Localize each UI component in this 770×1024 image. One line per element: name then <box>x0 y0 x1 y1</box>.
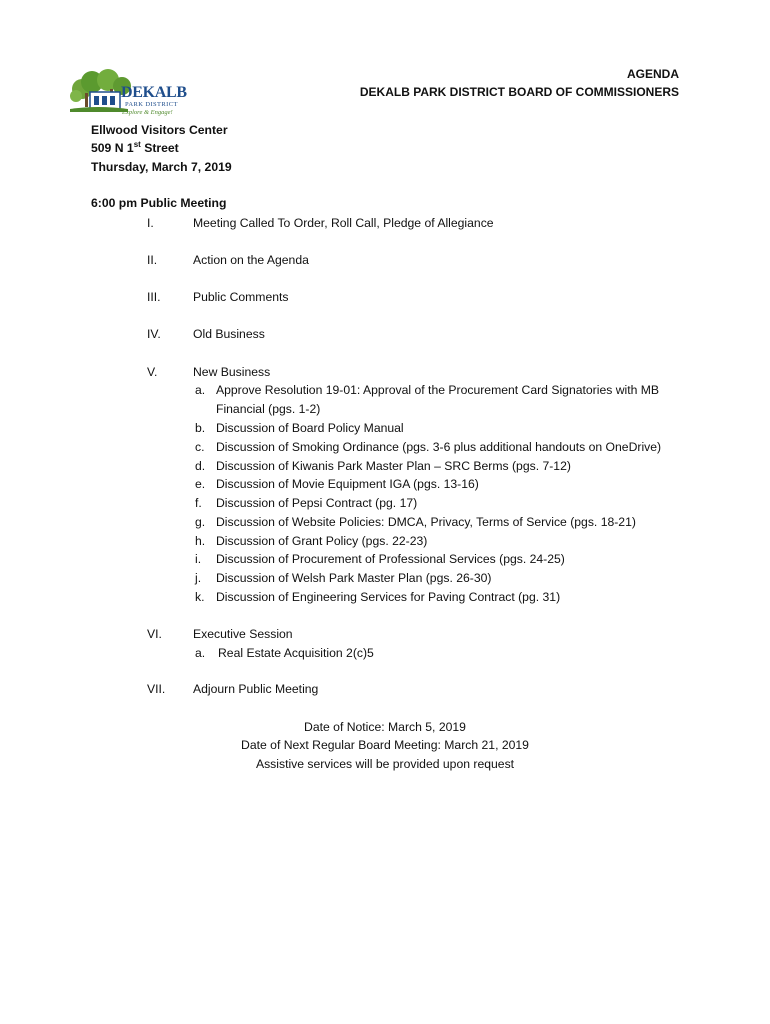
item-text: Action on the Agenda <box>193 253 309 267</box>
street-ordinal: st <box>133 139 141 149</box>
logo-name: DEKALB <box>121 84 187 101</box>
item-text: Public Comments <box>193 290 289 304</box>
item-number: I. <box>147 216 154 230</box>
sub-item-text: Discussion of Welsh Park Master Plan (pgs. 26-30) <box>216 571 492 585</box>
sub-item-letter: a. <box>195 646 206 660</box>
meeting-heading: 6:00 pm Public Meeting <box>91 196 227 210</box>
item-text: Adjourn Public Meeting <box>193 682 319 696</box>
sub-item-letter: c. <box>195 440 205 454</box>
street-number: 509 N 1 <box>91 141 134 155</box>
sub-item-letter: d. <box>195 459 206 473</box>
item-text: Old Business <box>193 327 265 341</box>
sub-item-text: Discussion of Engineering Services for Paving Contract (pg. 31) <box>216 590 561 604</box>
item-number: II. <box>147 253 158 267</box>
sub-item-letter: f. <box>195 496 202 510</box>
sub-item-letter: g. <box>195 515 206 529</box>
item-text: New Business <box>193 365 271 379</box>
sub-item-letter: j. <box>195 571 202 585</box>
sub-item-text: Real Estate Acquisition 2(c)5 <box>218 646 374 660</box>
meeting-date: Thursday, March 7, 2019 <box>91 160 232 174</box>
sub-item-letter: b. <box>195 421 206 435</box>
notice-date: Date of Notice: March 5, 2019 <box>304 720 466 734</box>
street-name: Street <box>140 141 179 155</box>
agenda-title: AGENDA <box>626 67 679 81</box>
board-title: DEKALB PARK DISTRICT BOARD OF COMMISSIONERS <box>359 85 679 99</box>
sub-item-letter: a. <box>195 383 206 397</box>
sub-item-letter: e. <box>195 477 206 491</box>
sub-item-letter: h. <box>195 534 206 548</box>
sub-item-text: Discussion of Kiwanis Park Master Plan – SRC Berms (pgs. 7-12) <box>216 459 571 473</box>
sub-item-text: Discussion of Movie Equipment IGA (pgs. 13-16) <box>216 477 479 491</box>
item-number: VII. <box>147 682 166 696</box>
sub-item-letter: k. <box>195 590 205 604</box>
sub-item-text: Discussion of Board Policy Manual <box>216 421 404 435</box>
sub-item-text: Discussion of Smoking Ordinance (pgs. 3-6 plus additional handouts on OneDrive) <box>216 440 662 454</box>
sub-item-text: Financial (pgs. 1-2) <box>216 402 321 416</box>
item-number: III. <box>147 290 161 304</box>
sub-item-text: Discussion of Grant Policy (pgs. 22-23) <box>216 534 428 548</box>
sub-item-text: Discussion of Pepsi Contract (pg. 17) <box>216 496 418 510</box>
sub-item-letter: i. <box>195 552 202 566</box>
item-text: Executive Session <box>193 627 293 641</box>
assistive-services-note: Assistive services will be provided upon request <box>255 757 515 771</box>
item-number: IV. <box>147 327 161 341</box>
sub-item-text: Discussion of Website Policies: DMCA, Privacy, Terms of Service (pgs. 18-21) <box>216 515 636 529</box>
next-meeting-date: Date of Next Regular Board Meeting: March 21, 2019 <box>241 738 529 752</box>
logo-tagline: Explore & Engage! <box>122 109 173 116</box>
street-address <box>91 141 179 155</box>
sub-item-text: Approve Resolution 19-01: Approval of the Procurement Card Signatories with MB <box>216 383 660 397</box>
item-text: Meeting Called To Order, Roll Call, Pledge of Allegiance <box>193 216 494 230</box>
item-number: V. <box>147 365 158 379</box>
venue: Ellwood Visitors Center <box>91 123 228 137</box>
logo-sub: PARK DISTRICT <box>125 101 178 108</box>
dekalb-park-district-logo <box>68 69 186 121</box>
sub-item-text: Discussion of Procurement of Professional Services (pgs. 24-25) <box>216 552 565 566</box>
item-number: VI. <box>147 627 162 641</box>
